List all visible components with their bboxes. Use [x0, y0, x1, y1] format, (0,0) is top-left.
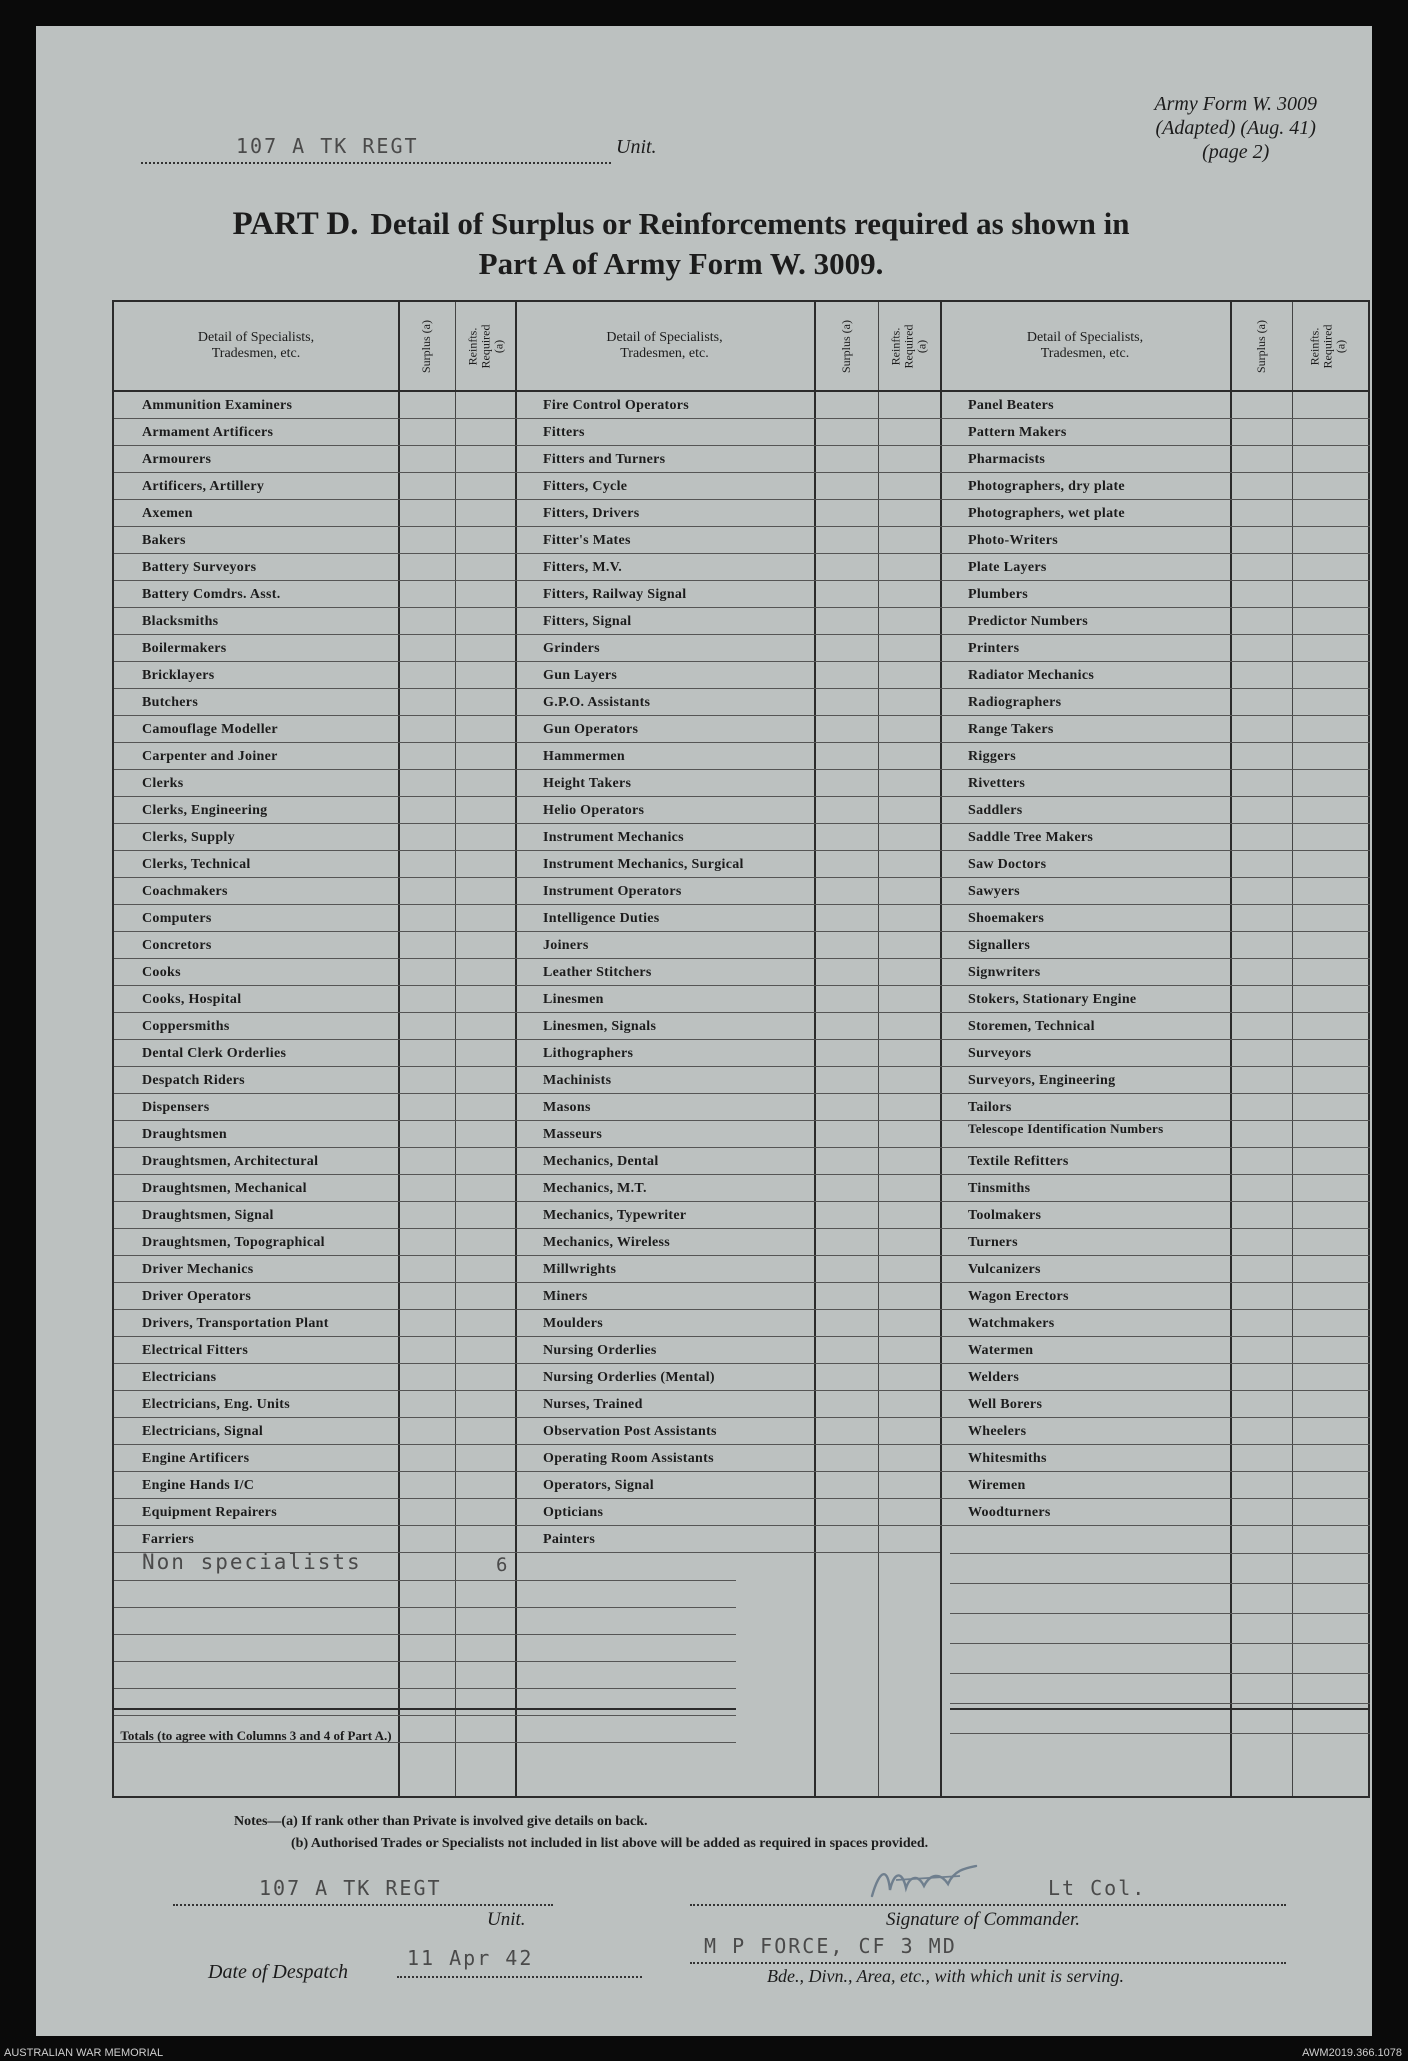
unit-field	[141, 128, 611, 164]
trade-row: Draughtsmen, Signal	[114, 1202, 515, 1229]
blank-row	[950, 1586, 1370, 1614]
header-reinfts-3: Reinfts. Required (a)	[1307, 324, 1348, 368]
unit-signature-value: 107 A TK REGT	[259, 1876, 442, 1900]
trade-row: Concretors	[114, 932, 515, 959]
form-adaptation: (Adapted) (Aug. 41)	[1155, 117, 1316, 139]
trade-row: Photo-Writers	[940, 527, 1370, 554]
trade-row: Intelligence Duties	[515, 905, 940, 932]
trade-row: Photographers, dry plate	[940, 473, 1370, 500]
trade-row: Pharmacists	[940, 446, 1370, 473]
trade-row: Battery Comdrs. Asst.	[114, 581, 515, 608]
trade-row: Drivers, Transportation Plant	[114, 1310, 515, 1337]
trade-row: Whitesmiths	[940, 1445, 1370, 1472]
trade-row: Leather Stitchers	[515, 959, 940, 986]
blank-row	[950, 1676, 1370, 1704]
formation-value: M P FORCE, CF 3 MD	[704, 1934, 957, 1958]
trade-row: Engine Artificers	[114, 1445, 515, 1472]
trade-row: Sawyers	[940, 878, 1370, 905]
form-identifier	[1154, 92, 1317, 164]
archive-reference: AWM2019.366.1078	[1302, 2047, 1402, 2059]
trade-row: Tailors	[940, 1094, 1370, 1121]
archive-credit: AUSTRALIAN WAR MEMORIAL	[4, 2047, 164, 2059]
trade-row: Electricians	[114, 1364, 515, 1391]
trade-row: Fitters and Turners	[515, 446, 940, 473]
trade-row: Plumbers	[940, 581, 1370, 608]
trade-row: Fitters, M.V.	[515, 554, 940, 581]
trade-row: Moulders	[515, 1310, 940, 1337]
trade-row: Miners	[515, 1283, 940, 1310]
trade-row: Despatch Riders	[114, 1067, 515, 1094]
trade-row: Linesmen, Signals	[515, 1013, 940, 1040]
blank-row	[950, 1706, 1370, 1734]
trade-row: Driver Mechanics	[114, 1256, 515, 1283]
commander-signature-label: Signature of Commander.	[886, 1909, 1081, 1930]
trade-row: Draughtsmen	[114, 1121, 515, 1148]
trade-row: Fitters, Cycle	[515, 473, 940, 500]
trade-row: Computers	[114, 905, 515, 932]
header-detail-3: Detail of Specialists, Tradesmen, etc.	[1026, 330, 1144, 361]
formation-label: Bde., Divn., Area, etc., with which unit is serving.	[767, 1966, 1124, 1986]
trade-row: Mechanics, Typewriter	[515, 1202, 940, 1229]
specialists-table	[112, 300, 1370, 1798]
unit-signature-field	[173, 1874, 553, 1906]
trade-row: Pattern Makers	[940, 419, 1370, 446]
blank-row	[114, 1580, 736, 1608]
trade-row: Watchmakers	[940, 1310, 1370, 1337]
trade-row: Electrical Fitters	[114, 1337, 515, 1364]
header-surplus-1: Surplus (a)	[418, 319, 433, 373]
trade-row: Panel Beaters	[940, 392, 1370, 419]
totals-label: Totals (to agree with Columns 3 and 4 of Part A.)	[120, 1728, 392, 1743]
trade-row: Saddle Tree Makers	[940, 824, 1370, 851]
trade-row: Opticians	[515, 1499, 940, 1526]
entry-label: Non specialists	[142, 1550, 362, 1574]
trade-row: Bakers	[114, 527, 515, 554]
part-label: PART D.	[232, 206, 359, 242]
trade-row: Gun Operators	[515, 716, 940, 743]
entry-reinfts-value: 6	[496, 1554, 510, 1576]
trade-row: Masseurs	[515, 1121, 940, 1148]
trade-row: Wiremen	[940, 1472, 1370, 1499]
trade-row: Signallers	[940, 932, 1370, 959]
trade-row: Welders	[940, 1364, 1370, 1391]
trade-row: Bricklayers	[114, 662, 515, 689]
trade-row: Surveyors, Engineering	[940, 1067, 1370, 1094]
trade-row: Joiners	[515, 932, 940, 959]
trade-row: Wheelers	[940, 1418, 1370, 1445]
despatch-date-label: Date of Despatch	[208, 1961, 348, 1983]
trade-row: Storemen, Technical	[940, 1013, 1370, 1040]
trade-row: Radiographers	[940, 689, 1370, 716]
trade-row: Equipment Repairers	[114, 1499, 515, 1526]
form-page: (page 2)	[1202, 141, 1270, 163]
trade-row: Turners	[940, 1229, 1370, 1256]
blank-row	[114, 1688, 736, 1716]
trade-row: Printers	[940, 635, 1370, 662]
trade-row: Dispensers	[114, 1094, 515, 1121]
trade-row: Vulcanizers	[940, 1256, 1370, 1283]
commander-signature-field	[690, 1874, 1286, 1906]
trade-row: Nursing Orderlies	[515, 1337, 940, 1364]
trade-row: Clerks	[114, 770, 515, 797]
trade-row: Engine Hands I/C	[114, 1472, 515, 1499]
totals-divider	[114, 1708, 736, 1710]
handwritten-signature	[866, 1860, 986, 1904]
trades-column-3	[940, 392, 1370, 1526]
trade-row: Photographers, wet plate	[940, 500, 1370, 527]
trade-row: Plate Layers	[940, 554, 1370, 581]
trade-row: Clerks, Supply	[114, 824, 515, 851]
unit-label: Unit.	[616, 136, 657, 158]
trade-row: Fitters, Railway Signal	[515, 581, 940, 608]
trade-row: Lithographers	[515, 1040, 940, 1067]
trade-row: Boilermakers	[114, 635, 515, 662]
trade-row: Draughtsmen, Architectural	[114, 1148, 515, 1175]
trade-row: Stokers, Stationary Engine	[940, 986, 1370, 1013]
header-reinfts-1: Reinfts. Required (a)	[465, 324, 506, 368]
trade-row: Instrument Mechanics, Surgical	[515, 851, 940, 878]
formation-field	[690, 1930, 1286, 1964]
trade-row: Woodturners	[940, 1499, 1370, 1526]
trade-row: Battery Surveyors	[114, 554, 515, 581]
trade-row: Gun Layers	[515, 662, 940, 689]
blank-row	[950, 1526, 1370, 1554]
title-line-1: Detail of Surplus or Reinforcements required as shown in	[370, 206, 1130, 241]
trades-column-1	[114, 392, 515, 1553]
blank-row	[114, 1634, 736, 1662]
trade-row: Mechanics, Dental	[515, 1148, 940, 1175]
title-line-2: Part A of Army Form W. 3009.	[478, 246, 884, 281]
trade-row: Mechanics, M.T.	[515, 1175, 940, 1202]
header-reinfts-2: Reinfts. Required (a)	[888, 324, 929, 368]
note-a: Notes—(a) If rank other than Private is involved give details on back.	[234, 1814, 648, 1829]
trade-row: Armourers	[114, 446, 515, 473]
trade-row: Nurses, Trained	[515, 1391, 940, 1418]
despatch-date-value: 11 Apr 42	[407, 1946, 534, 1970]
trade-row: Range Takers	[940, 716, 1370, 743]
trade-row: Tinsmiths	[940, 1175, 1370, 1202]
trade-row: Linesmen	[515, 986, 940, 1013]
trade-row: Helio Operators	[515, 797, 940, 824]
trade-row: Masons	[515, 1094, 940, 1121]
header-surplus-3: Surplus (a)	[1253, 319, 1268, 373]
trade-row: Clerks, Engineering	[114, 797, 515, 824]
trade-row: Cooks	[114, 959, 515, 986]
blank-row	[114, 1607, 736, 1635]
trade-row: Watermen	[940, 1337, 1370, 1364]
header-detail-1: Detail of Specialists, Tradesmen, etc.	[197, 330, 315, 361]
note-b: (b) Authorised Trades or Specialists not included in list above will be added as required in spaces provided.	[291, 1836, 929, 1851]
trade-row: Shoemakers	[940, 905, 1370, 932]
trade-row: Blacksmiths	[114, 608, 515, 635]
form-number: Army Form W. 3009	[1154, 93, 1317, 115]
trade-row: Height Takers	[515, 770, 940, 797]
trade-row: Predictor Numbers	[940, 608, 1370, 635]
unit-signature-label: Unit.	[487, 1909, 526, 1930]
form-sheet	[36, 26, 1372, 2036]
blank-row	[950, 1616, 1370, 1644]
trade-row: Textile Refitters	[940, 1148, 1370, 1175]
trade-row: Axemen	[114, 500, 515, 527]
trade-row: Radiator Mechanics	[940, 662, 1370, 689]
blank-row	[950, 1646, 1370, 1674]
trade-row: Cooks, Hospital	[114, 986, 515, 1013]
trade-row: Electricians, Eng. Units	[114, 1391, 515, 1418]
trade-row: Armament Artificers	[114, 419, 515, 446]
despatch-date-field	[397, 1942, 642, 1978]
header-surplus-2: Surplus (a)	[838, 319, 853, 373]
trade-row: Operating Room Assistants	[515, 1445, 940, 1472]
trade-row: Draughtsmen, Topographical	[114, 1229, 515, 1256]
trade-row: Telescope Identification Numbers	[940, 1121, 1370, 1148]
blank-row	[114, 1661, 736, 1689]
trade-row: Rivetters	[940, 770, 1370, 797]
trade-row: Nursing Orderlies (Mental)	[515, 1364, 940, 1391]
trade-row: Coachmakers	[114, 878, 515, 905]
trades-column-2	[515, 392, 940, 1553]
trade-row: Driver Operators	[114, 1283, 515, 1310]
trade-row: Farriers	[114, 1526, 515, 1553]
trade-row: Signwriters	[940, 959, 1370, 986]
trade-row: Surveyors	[940, 1040, 1370, 1067]
trade-row: Instrument Mechanics	[515, 824, 940, 851]
trade-row: Camouflage Modeller	[114, 716, 515, 743]
trade-row: Fitters, Drivers	[515, 500, 940, 527]
form-title	[96, 204, 1266, 284]
trade-row: G.P.O. Assistants	[515, 689, 940, 716]
commander-rank: Lt Col.	[1048, 1876, 1147, 1900]
trade-row: Mechanics, Wireless	[515, 1229, 940, 1256]
trade-row: Fitters	[515, 419, 940, 446]
header-detail-2: Detail of Specialists, Tradesmen, etc.	[606, 330, 723, 361]
trade-row: Artificers, Artillery	[114, 473, 515, 500]
trade-row: Painters	[515, 1526, 940, 1553]
totals-divider-right	[950, 1708, 1370, 1710]
trade-row: Electricians, Signal	[114, 1418, 515, 1445]
trade-row: Fire Control Operators	[515, 392, 940, 419]
trade-row: Operators, Signal	[515, 1472, 940, 1499]
trade-row: Saddlers	[940, 797, 1370, 824]
trade-row: Well Borers	[940, 1391, 1370, 1418]
trade-row: Fitter's Mates	[515, 527, 940, 554]
trade-row: Riggers	[940, 743, 1370, 770]
trade-row: Hammermen	[515, 743, 940, 770]
trade-row: Saw Doctors	[940, 851, 1370, 878]
trade-row: Ammunition Examiners	[114, 392, 515, 419]
notes	[234, 1811, 928, 1855]
unit-value: 107 A TK REGT	[236, 134, 419, 158]
trade-row: Millwrights	[515, 1256, 940, 1283]
trade-row: Observation Post Assistants	[515, 1418, 940, 1445]
trade-row: Carpenter and Joiner	[114, 743, 515, 770]
trade-row: Instrument Operators	[515, 878, 940, 905]
trade-row: Wagon Erectors	[940, 1283, 1370, 1310]
trade-row: Coppersmiths	[114, 1013, 515, 1040]
trade-row: Grinders	[515, 635, 940, 662]
trade-row: Machinists	[515, 1067, 940, 1094]
trade-row: Fitters, Signal	[515, 608, 940, 635]
blank-row	[950, 1556, 1370, 1584]
trade-row: Clerks, Technical	[114, 851, 515, 878]
trade-row: Toolmakers	[940, 1202, 1370, 1229]
trade-row: Dental Clerk Orderlies	[114, 1040, 515, 1067]
trade-row: Draughtsmen, Mechanical	[114, 1175, 515, 1202]
trade-row: Butchers	[114, 689, 515, 716]
